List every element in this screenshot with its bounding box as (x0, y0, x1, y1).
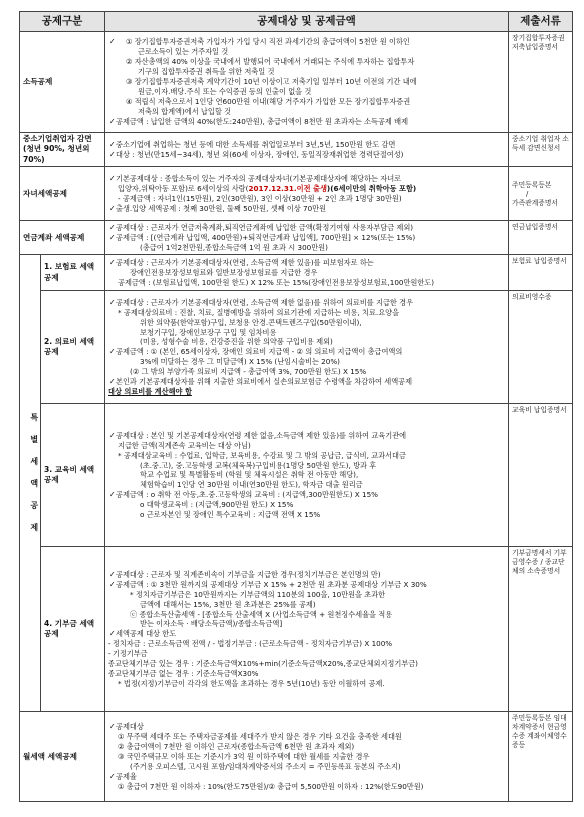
docs-cell: 주민등록등본 임대차계약증서 현금영수증 계좌이체영수증등 (509, 712, 573, 802)
table-row (20, 291, 573, 404)
check-item: ✓ 공제금액 : o 취학 전 아동,초.중.고등학생의 교육비 : (지급액,300만원한도) X 15% (108, 490, 505, 500)
table-row (20, 32, 573, 133)
subcategory-cell: 4. 기부금 세액공제 (41, 547, 105, 712)
check-item: ✓ 본인과 기본공제대상자를 위해 지출한 의료비에서 실손의료보험금 수령액을 차감하여 세액공제 (108, 377, 505, 387)
line: 지급한 금액(직계존속 교육비는 대상 아님) (118, 440, 251, 450)
table-row (20, 221, 573, 255)
line: ① 무주택 세대주 또는 주택자금공제를 세대주가 받지 않은 경우 기타 요건을 충족한 세대원 (118, 732, 402, 742)
line: 종교단체기부금 없는 경우 : 기준소득금액X30% (108, 669, 259, 679)
table-row (20, 712, 573, 802)
line: 체험학습비 1인당 연 30만원 이내(연30만원 한도), 학자금 대출 원리금 (140, 480, 363, 490)
check-item: ✓ 공제대상 : 근로자가 기본공제대상자(연령, 소득금액 제한 없음)를 위하여 의료비를 지급한 경우 (108, 298, 505, 308)
line: 공제금액 : (보험료납입액, 100만원 한도) X 12% 또는 15%(장애인전용보장성보험료,100만원한도) (118, 277, 435, 287)
check-item: ✓ 공제율 (108, 772, 505, 782)
special-side-label (20, 255, 41, 712)
header-target: 공제대상 및 공제금액 (105, 12, 509, 32)
category-cell: 연금계좌 세액공제 (20, 221, 105, 255)
check-item: ✓ 공제대상 (108, 722, 505, 732)
line: 장애인전용보장성보험료와 일반보장성보험료를 지급한 경우 (130, 267, 318, 277)
table-header-row (20, 12, 573, 32)
line: * 공제대상교육비 : 수업료, 입학금, 보육비용, 수강료 및 그 밖의 공납금, 급식비, 교과서대금 (118, 450, 406, 460)
category-sublabel: (청년 90%, 청년외 70%) (23, 144, 90, 164)
line: * 공제대상의료비 : 진찰, 치료, 질병예방을 위하여 의료기관에 지급하는 비용, 치료.요양을 (118, 307, 400, 317)
content-cell (105, 547, 509, 712)
line: (주거용 오피스텔, 고시원 포함/임대차계약증서의 주소지 = 주민등록표 등본의 주소지) (130, 761, 401, 771)
docs-cell: 교육비 납입증명서 (509, 404, 573, 547)
docs-cell: 장기집합투자증권저축납입증명서 (509, 32, 573, 133)
line: - 기정기부금 (108, 649, 148, 659)
line-text: 입양자,위탁아동 포함)로 6세이상의 사람( (118, 183, 249, 193)
check-item: ✓ 공제대상 : 본인 및 기본공제대상자(연령 제한 없음,소득금액 제한 있음)를 위하여 교육기관에 (108, 431, 505, 441)
check-item: ✓ 공제금액 : [(연금계좌 납입액, 400만원)+퇴직연금계좌 납입액], 700만원] × 12%(또는 15%) (108, 233, 505, 243)
line: 저축의 합계액)에서 납입할 것 (138, 106, 231, 116)
check-item: ✓ 출생.입양 세액공제 : 첫째 30만원, 둘째 50만원, 셋째 이상 70만원 (108, 204, 505, 214)
line: 근로소득이 있는 거주자일 것 (138, 47, 229, 57)
line: * 법정(지정)기부금이 각각의 한도액을 초과하는 경우 5년(10년) 동안 이월하여 공제. (118, 679, 385, 689)
check-item: ✓ 공제금액 : ① 3천만 원까지의 공제대상 기부금 X 15% + 2천만 원 초과분 공제대상 기부금 X 30% (108, 580, 505, 590)
content-cell (105, 167, 509, 221)
check-item: ✓ 세액공제 대상 한도 (108, 629, 505, 639)
check-item: ✓ 공제금액 : 납입한 금액의 40%(한도:240만원), 총급여액이 8천만 원 초과자는 소득공제 배제 (108, 117, 505, 127)
line: 기구의 집합투자증권 취득을 위한 저축일 것 (138, 67, 275, 77)
header-category: 공제구분 (20, 12, 105, 32)
check-item: ✓ 공제금액 : ① (본인, 65세이상자, 장애인 의료비 지급액 - ② 의 의료비 지급액이 총급여액의 (108, 347, 505, 357)
content-cell (105, 221, 509, 255)
content-cell (105, 255, 509, 291)
line: ③ 장기집합투자증권저축 계약기간이 10년 이상이고 저축기일 일부터 10년 이전의 기간 내에 (126, 77, 417, 87)
table-row (20, 404, 573, 547)
line: - 공제금액 : 자녀1인(15만원), 2인(30만원), 3인 이상(30만원 + 2인 초과 1명당 30만원) (118, 193, 402, 203)
check-item: ✓ 공제대상 : 근로자가 연금저축계좌,퇴직연금계좌에 납입한 금액(확정기여형 사용자부담금 제외) (108, 223, 505, 233)
line-text: )(6세이만의 취학아동 포함) (326, 183, 417, 193)
docs-cell: 의료비영수증 (509, 291, 573, 404)
category-cell (20, 133, 105, 167)
line: (② 그 밖의 부양가족 의료비 지급액 - 총급여액 3%, 700만원 한도) X 15% (130, 367, 367, 377)
docs-cell (509, 167, 573, 221)
line: - 정치자금 : 근로소득금액 전액 / - 법정기부금 : (근로소득금액 - 정치자금기부금) X 100% (108, 639, 393, 649)
line: (미용, 성형수술 비용, 건강증진을 위한 의약품 구입비용 제외) (140, 337, 333, 347)
line: ④ 적립식 저축으로서 1인당 연600만원 이내(해당 거주자가 가입한 모든 장기집합투자증권 (126, 96, 411, 106)
subcategory-cell: 1. 보험료 세액공제 (41, 255, 105, 291)
line: 원금,이자.배당.주식 또는 수익증권 등의 인출이 없을 것 (138, 86, 312, 96)
line (108, 184, 505, 194)
subcategory-cell: 2. 의료비 세액공제 (41, 291, 105, 404)
docs-cell: 보험료 납입증명서 (509, 255, 573, 291)
check-item: ✓ 공제대상 : 근로자 및 직계존비속이 기부금을 지급한 경우(정치기부금은 본인명의 만) (108, 570, 505, 580)
line: ② 자산총액의 40% 이상을 국내에서 발행되어 국내에서 거래되는 주식에 투자하는 집합투자 (126, 57, 415, 67)
table-row (20, 547, 573, 712)
line: 학교 수업료 및 특별활동비 (학원 및 체육시설은 취학 전 아동만 해당), (140, 470, 359, 480)
table-row (20, 255, 573, 291)
docs-cell: 중소기업 취업자 소득세 감면신청서 (509, 133, 573, 167)
check-item: ✓ 공제대상 : 근로자가 기본공제대상자(연령, 소득금액 제한 있음)를 피보험자로 하는 (108, 258, 505, 268)
category-cell: 월세액 세액공제 (20, 712, 105, 802)
content-cell (105, 404, 509, 547)
doc-line: 주민등록등본 (512, 181, 552, 190)
content-cell (105, 291, 509, 404)
line: ② 총급여액이 7천만 원 이하인 근로자(종합소득금액 6천만 원 초과자 제외) (118, 742, 355, 751)
header-docs: 제출서류 (509, 12, 573, 32)
line: (초.중.고), 중.고등학생 교복(체육복)구입비용(1명당 50만원 한도), 방과 후 (140, 460, 377, 470)
line: ③ 국민주택규모 이하 또는 기준시가 3억 원 이하주택에 대한 월세를 지출한 경우 (118, 751, 370, 761)
doc-line: 가족관계증명서 (512, 198, 558, 207)
docs-cell: 기부금명세서 기부금영수증 / 종교단체의 소속증명서 (509, 547, 573, 712)
line: 받는 이자소득 · 배당소득금액)/종합소득금액] (140, 619, 283, 629)
deduction-table (19, 11, 573, 802)
content-cell (105, 32, 509, 133)
table-row (20, 133, 573, 167)
subcategory-cell: 3. 교육비 세액공제 (41, 404, 105, 547)
side-label-text: 특별세액공제 (29, 413, 39, 545)
line: 대상 의료비를 계산해야 함 (108, 387, 192, 397)
line: * 정치자금기부금은 10만원까지는 기부금액의 110분의 100을, 10만원을 초과한 (130, 589, 386, 599)
category-label: 중소기업취업자 감면 (23, 134, 92, 143)
line: (총급여 1억2천만원,종합소득금액 1억 원 초과 시 300만원) (140, 242, 328, 252)
highlight-text: 2017.12.31.이전 출생 (248, 183, 327, 193)
category-cell: 자녀세액공제 (20, 167, 105, 221)
check-item: ✓ 중소기업에 취업하는 청년 등에 대한 소득세를 취업일로부터 3년,5년, 150만원 한도 감면 (108, 140, 505, 150)
line: ⓒ 종합소득산출세액 - [종합소득 산출세액 X (사업소득금액 + 원천징수세율을 적용 (130, 609, 393, 619)
line: ① 총급여 7천만 원 이하자 : 10%(한도75만원)/② 총급여 5,500만원 이하자 : 12%(한도90만원) (118, 781, 424, 791)
table-row (20, 167, 573, 221)
check-item: ✓ 기본공제대상 : 종합소득이 있는 거주자의 공제대상자녀(기본공제대상자에 해당하는 자녀로 (108, 174, 505, 184)
check-item: ✓ 대상 : 청년(만15세~34세), 청년 외(60세 이상자, 장애인, 동일직장재취업한 경력단절여성) (108, 150, 505, 160)
content-cell (105, 712, 509, 802)
line: 위한 의약품(한약포함)구입, 보청용 안경.콘택트렌즈구입(50만원이내), (140, 317, 362, 327)
line: 종교단체기부금 있는 경우 : 기준소득금액X10%+min(기준소득금액X20%,종교단체외지정기부금) (108, 659, 418, 669)
line: o 근로자본인 및 장애인 특수교육비 : 지급액 전액 X 15% (140, 510, 321, 520)
check-item (108, 37, 505, 117)
category-cell: 소득공제 (20, 32, 105, 133)
line: o 대학생교육비 : (지급액,900만원 한도) X 15% (140, 500, 294, 510)
docs-cell: 연금납입증명서 (509, 221, 573, 255)
line: 금액에 대해서는 15%, 3천만 원 초과분은 25%를 공제) (140, 599, 316, 609)
line: 보청기구입, 장애인보장구 구입 및 임차비용 (140, 327, 277, 337)
content-cell (105, 133, 509, 167)
doc-line: / (526, 189, 529, 198)
line: 3%에 미달하는 경우 그 미달금액) X 15% (난임시술비는 20%) (140, 357, 340, 367)
line: ✓ ① 장기집합투자증권저축 가입자가 가입 당시 직전 과세기간의 총급여액이 5천만 원 이하인 (126, 37, 410, 47)
